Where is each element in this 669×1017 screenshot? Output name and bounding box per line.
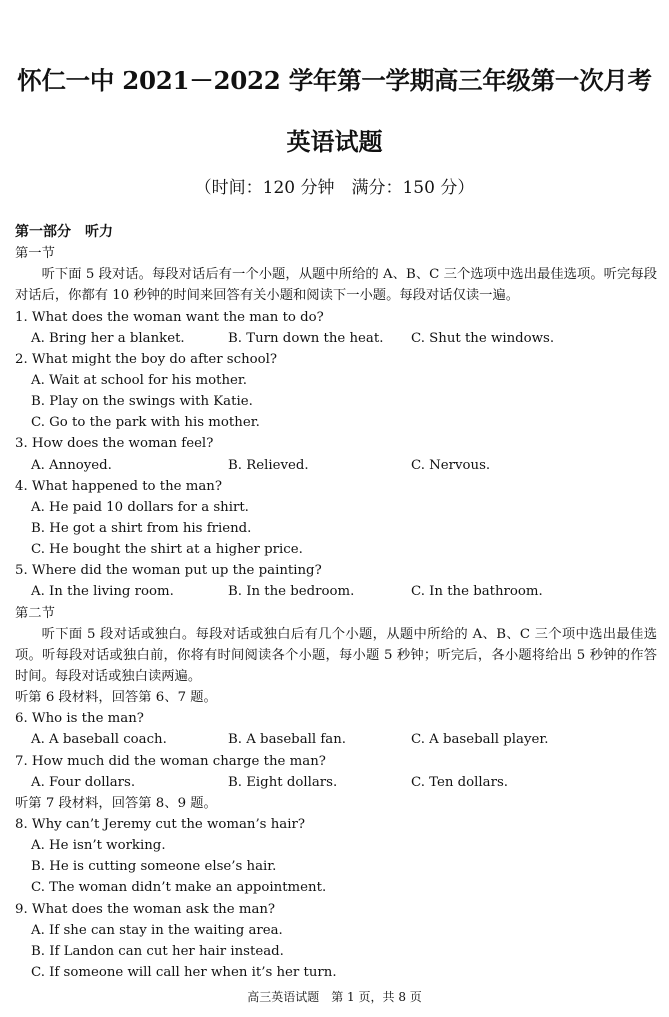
option-c: C. He bought the shirt at a higher price. [31, 542, 303, 558]
option-b: B. He is cutting someone else’s hair. [31, 859, 277, 875]
question-stem: 7. How much did the woman charge the man? [15, 753, 326, 769]
section-title: 第一节 [15, 246, 55, 262]
section-title: 第二节 [15, 605, 55, 621]
option-b: B. In the bedroom. [228, 584, 355, 600]
exam-title: 怀仁一中 2021－2022 学年第一学期高三年级第一次月考 [17, 66, 652, 95]
option-c: C. Ten dollars. [411, 774, 509, 790]
options-row [15, 581, 657, 602]
option-b: B. Relieved. [228, 457, 309, 473]
question-stem: 4. What happened to the man? [15, 478, 223, 494]
option-b: B. A baseball fan. [228, 732, 346, 748]
option-c: C. If someone will call her when it’s her turn. [31, 964, 337, 980]
option-b: B. If Landon can cut her hair instead. [31, 943, 284, 959]
question-stem: 1. What does the woman want the man to do? [15, 309, 324, 325]
option-a: A. Annoyed. [31, 457, 112, 473]
option-a: A. Four dollars. [31, 774, 136, 790]
part-title: 第一部分 听力 [15, 224, 113, 240]
page-footer: 高三英语试题 第 1 页，共 8 页 [247, 990, 422, 1004]
options-row [15, 772, 657, 793]
options-row [15, 729, 657, 750]
question-stem: 8. Why can’t Jeremy cut the woman’s hair? [15, 816, 305, 832]
option-a: A. Wait at school for his mother. [31, 373, 248, 388]
option-a: A. In the living room. [31, 584, 174, 600]
option-b: B. He got a shirt from his friend. [31, 520, 252, 536]
option-a: A. A baseball coach. [31, 732, 167, 748]
option-a: A. He isn’t working. [31, 838, 166, 854]
option-a: A. Bring her a blanket. [31, 330, 185, 346]
option-c: C. A baseball player. [411, 732, 549, 748]
exam-time-score: （时间：120 分钟 满分：150 分） [194, 178, 475, 198]
option-c: C. Go to the park with his mother. [31, 415, 260, 431]
option-c: C. Nervous. [411, 457, 491, 473]
option-c: C. In the bathroom. [411, 584, 543, 600]
option-b: B. Eight dollars. [228, 774, 338, 790]
question-stem: 2. What might the boy do after school? [15, 351, 278, 367]
question-stem: 5. Where did the woman put up the painting? [15, 563, 322, 579]
material-note: 听第 7 段材料，回答第 8、9 题。 [15, 795, 217, 811]
question-stem: 9. What does the woman ask the man? [15, 901, 276, 917]
question-stem: 6. Who is the man? [15, 711, 144, 727]
options-row [15, 328, 657, 349]
material-note: 听第 6 段材料，回答第 6、7 题。 [15, 690, 217, 706]
section-instructions: 听下面 5 段对话或独白。每段对话或独白后有几个小题，从题中所给的 A、B、C 三个项中选出最佳选项。听每段对话或独白前，你将有时间阅读各个小题，每小题 5 秒钟；听完后，各小题将给出 5 秒钟的作答时间。每段对话或独白读两遍。 [15, 626, 657, 684]
option-b: B. Play on the swings with Katie. [31, 394, 253, 410]
option-c: C. Shut the windows. [411, 330, 555, 346]
question-stem: 3. How does the woman feel? [15, 436, 214, 452]
section-instructions: 听下面 5 段对话。每段对话后有一个小题，从题中所给的 A、B、C 三个选项中选出最佳选项。听完每段对话后，你都有 10 秒钟的时间来回答有关小题和阅读下一小题。每段对话仅读一遍。 [15, 267, 657, 304]
option-c: C. The woman didn’t make an appointment. [31, 880, 327, 896]
option-a: A. He paid 10 dollars for a shirt. [31, 499, 249, 515]
option-b: B. Turn down the heat. [228, 330, 384, 346]
exam-subject: 英语试题 [286, 127, 383, 156]
options-row [15, 455, 657, 476]
option-a: A. If she can stay in the waiting area. [31, 922, 283, 938]
exam-body [15, 222, 657, 983]
